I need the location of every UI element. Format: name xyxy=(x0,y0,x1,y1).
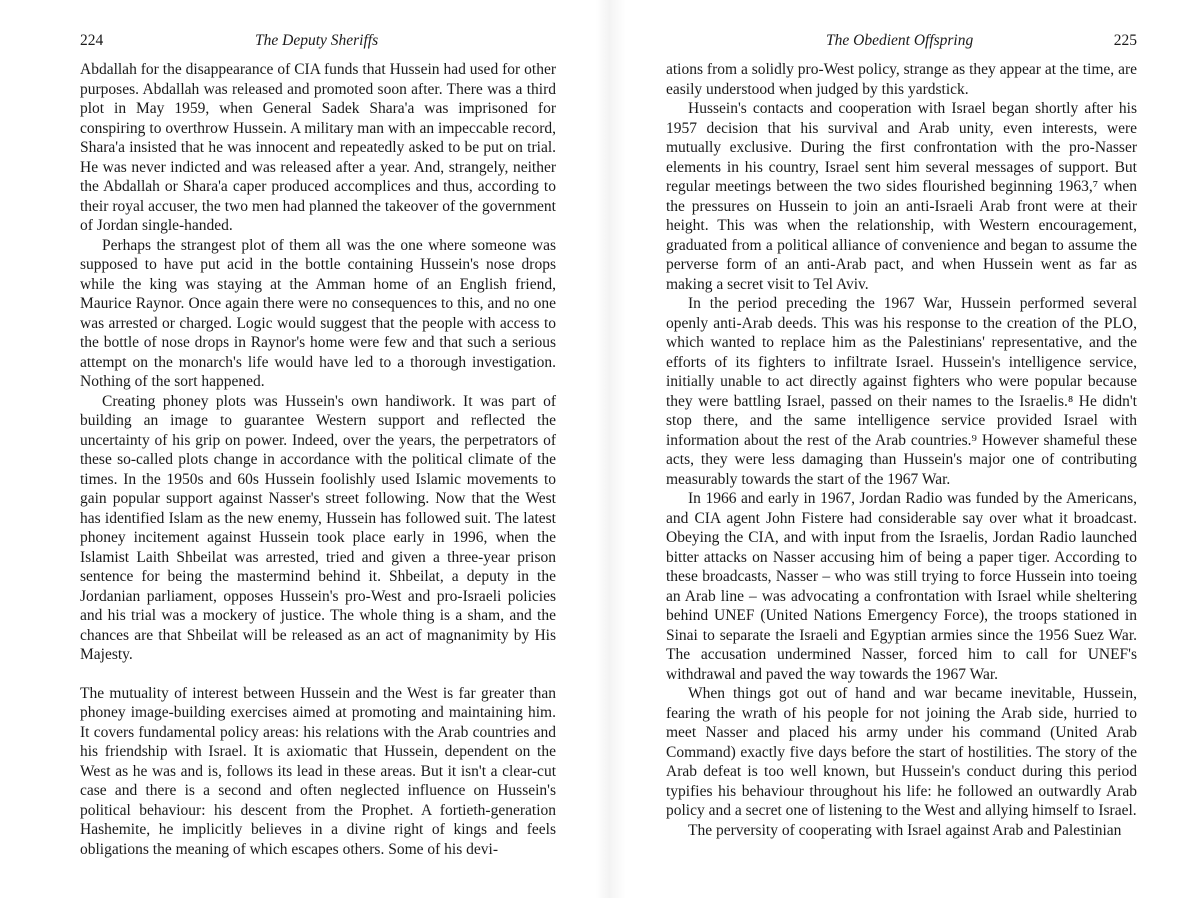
left-running-title: The Deputy Sheriffs xyxy=(255,32,379,49)
left-paragraph-2: Perhaps the strangest plot of them all was the one where someone was supposed to have put acid in the bottle containing Hussein's nose drops while the king was staying at the Amman home of an English friend, Maurice Raynor. Once again there were no consequences to this, and no one was arrested or charged. Logic would suggest that the people with access to the bottle of nose drops in Raynor's home were few and that such a serious attempt on the monarch's life would have led to a thorough investigation. Nothing of the sort happened. xyxy=(80,236,556,390)
right-paragraph-2: Hussein's contacts and cooperation with Israel began shortly after his 1957 decision that his survival and Arab unity, even interests, were mutually exclusive. During the first confrontation with the pro-Nasser elements in his country, Israel sent him several messages of support. But regular meetings between the two sides flourished beginning 1963,⁷ when the pressures on Hussein to join an anti-Israeli Arab front were at their height. This was when the relationship, with Western encouragement, graduated from a political alliance of convenience and began to assume the perverse form of an anti-Arab pact, and when Hussein went as far as making a secret visit to Tel Aviv. xyxy=(666,100,1137,293)
right-paragraph-6: The perversity of cooperating with Israel against Arab and Palestinian xyxy=(688,821,1122,839)
left-running-head xyxy=(80,32,556,54)
right-page-number: 225 xyxy=(1113,32,1137,49)
right-paragraph-5: When things got out of hand and war became inevitable, Hussein, fearing the wrath of his people for not joining the Arab side, hurried to meet Nasser and placed his army under his command (United Arab Command) exactly five days before the start of hostilities. The story of the Arab defeat is too well known, but Hussein's conduct during this period typifies his behaviour throughout his life: he followed an outwardly Arab policy and a secret one of listening to the West and allying himself to Israel. xyxy=(666,685,1137,819)
right-paragraph-3: In the period preceding the 1967 War, Hussein performed several openly anti-Arab deeds. This was his response to the creation of the PLO, which wanted to replace him as the Palestinians' representative, and the efforts of its fighters to infiltrate Israel. Hussein's intelligence service, initially unable to act directly against fighters who were popular because they were battling Israel, passed on their names to the Israelis.⁸ He didn't stop there, and the same intelligence service provided Israel with information about the rest of the Arab countries.⁹ However shameful these acts, they were less damaging than Hussein's major one of contributing measurably towards the start of the 1967 War. xyxy=(666,295,1137,488)
left-paragraph-3: Creating phoney plots was Hussein's own handiwork. It was part of building an image to guarantee Western support and reflected the uncertainty of his grip on power. Indeed, over the years, the perpetrators of these so-called plots change in accordance with the political climate of the times. In the 1950s and 60s Hussein foolishly used Islamic movements to gain popular support against Nasser's street following. Now that the West has identified Islam as the new enemy, Hussein has followed suit. The latest phoney incitement against Hussein took place early in 1996, when the Islamist Laith Shbeilat was arrested, tried and given a three-year prison sentence for being the mastermind behind it. Shbeilat, a deputy in the Jordanian parliament, opposes Hussein's pro-West and pro-Israeli policies and his trial was a mockery of justice. The whole thing is a sham, and the chances are that Shbeilat will be released as an act of magnanimity by His Majesty. xyxy=(80,392,556,663)
right-running-head xyxy=(666,32,1137,54)
left-paragraph-4: The mutuality of interest between Hussein and the West is far greater than phoney image-building exercises aimed at promoting and maintaining him. It covers fundamental policy areas: his relations with the Arab countries and his friendship with Israel. It is axiomatic that Hussein, dependent on the West as he was and is, follows its lead in these areas. But it isn't a clear-cut case and there is a second and often neglected influence on Hussein's political behaviour: his descent from the Prophet. A fortieth-generation Hashemite, he implicitly believes in a divine right of kings and feels obligations the meaning of which escapes others. Some of his devi- xyxy=(80,684,556,858)
right-paragraph-4: In 1966 and early in 1967, Jordan Radio was funded by the Americans, and CIA agent John Fistere had considerable say over what it broadcast. Obeying the CIA, and with input from the Israelis, Jordan Radio launched bitter attacks on Nasser accusing him of being a paper tiger. According to these broadcasts, Nasser – who was still trying to force Hussein into toeing an Arab line – was advocating a confrontation with Israel while sheltering behind UNEF (United Nations Emergency Force), the troops stationed in Sinai to separate the Israeli and Egyptian armies since the 1956 Suez War. The accusation undermined Nasser, forced him to call for UNEF's withdrawal and paved the way towards the 1967 War. xyxy=(666,490,1137,683)
right-paragraph-1: ations from a solidly pro-West policy, strange as they appear at the time, are easily understood when judged by this yardstick. xyxy=(666,61,1137,98)
right-running-title: The Obedient Offspring xyxy=(826,32,974,49)
left-page xyxy=(0,0,600,859)
right-page xyxy=(620,0,1195,840)
left-paragraph-1: Abdallah for the disappearance of CIA funds that Hussein had used for other purposes. Abdallah was released and promoted soon after. There was a third plot in May 1959, when General Sadek Shara'a was imprisoned for conspiring to overthrow Hussein. A military man with an impeccable record, Shara'a insisted that he was innocent and repeatedly asked to be put on trial. He was never indicted and was released after a year. And, strangely, neither the Abdallah or Shara'a caper produced accomplices and thus, according to their royal accuser, the two men had planned the takeover of the government of Jordan single-handed. xyxy=(80,61,556,234)
left-page-number: 224 xyxy=(80,32,104,49)
